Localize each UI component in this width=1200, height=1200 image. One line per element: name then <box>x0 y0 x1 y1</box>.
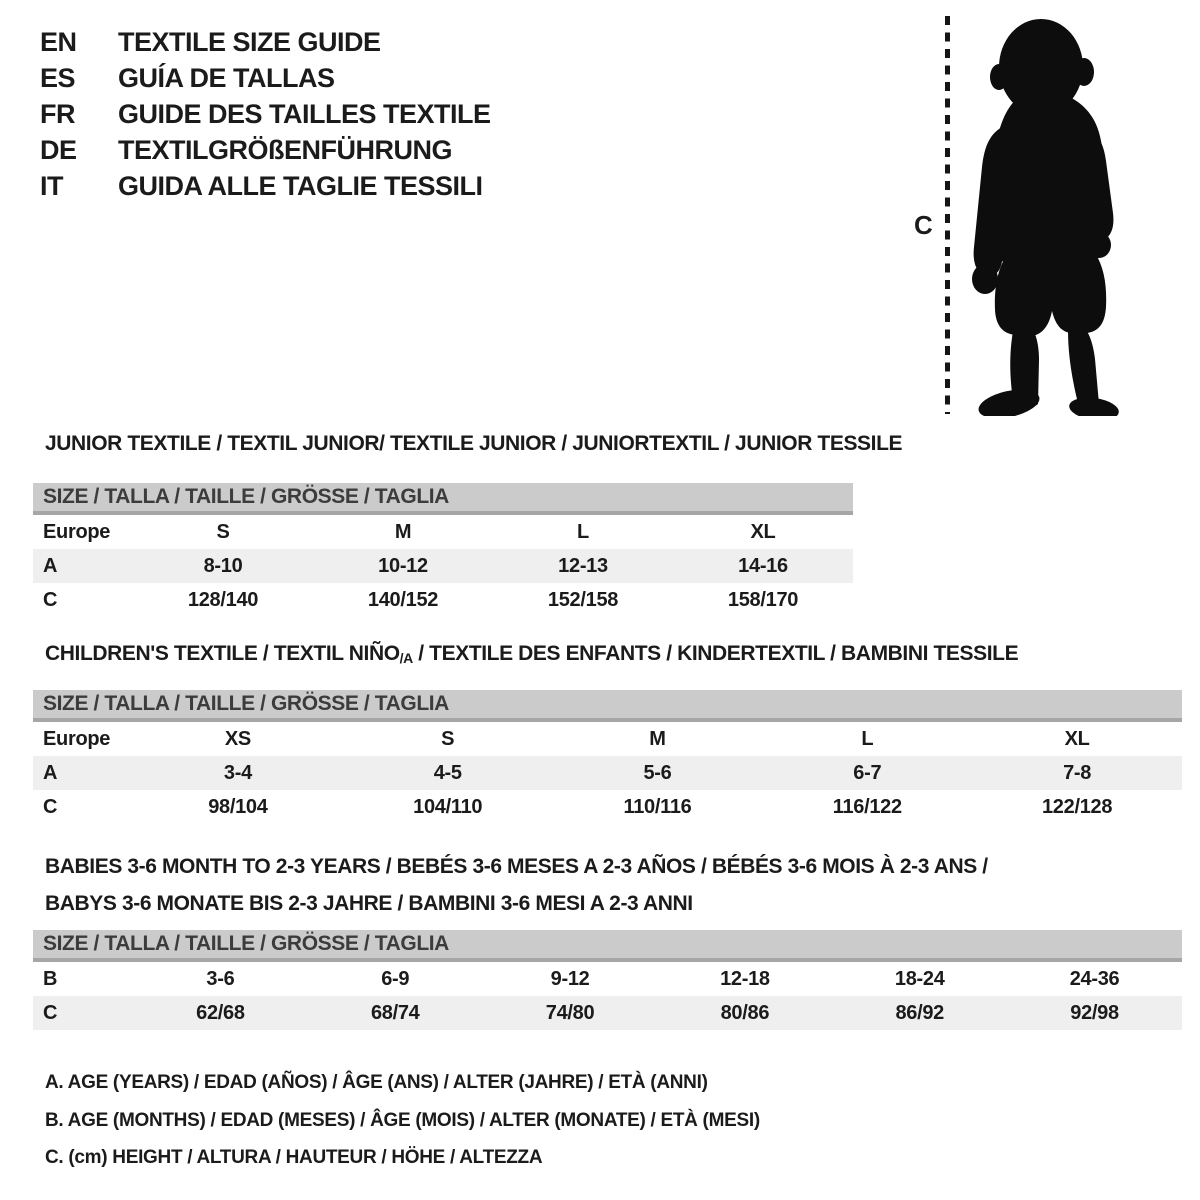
row-label: Europe <box>43 727 111 750</box>
language-row-en <box>40 24 491 60</box>
height-cell: 116/122 <box>832 795 902 818</box>
language-code: DE <box>40 134 77 165</box>
language-title-list <box>40 24 491 204</box>
age-cell: 7-8 <box>1063 761 1092 784</box>
language-row-es <box>40 60 491 96</box>
height-cell: 98/104 <box>208 795 268 818</box>
language-code: EN <box>40 26 77 57</box>
age-cell: 6-7 <box>853 761 882 784</box>
height-cell: 62/68 <box>196 1001 245 1024</box>
babies-section-title <box>45 848 988 922</box>
children-size-header-bar <box>33 690 1182 722</box>
row-label: A <box>43 554 58 577</box>
height-cell: 74/80 <box>545 1001 595 1024</box>
height-cell: 122/128 <box>1041 795 1113 818</box>
table-row <box>33 790 1182 824</box>
table-row <box>33 996 1182 1030</box>
measurement-c-label: C <box>914 210 933 240</box>
size-cell: M <box>649 727 666 750</box>
language-code: IT <box>40 170 63 201</box>
row-label: C <box>43 795 58 818</box>
size-cell: M <box>394 520 412 543</box>
age-cell: 12-13 <box>558 554 608 577</box>
row-label: C <box>43 1001 58 1024</box>
language-code: ES <box>40 62 76 93</box>
row-label: B <box>43 967 58 990</box>
language-row-de <box>40 132 491 168</box>
legend-line-b: B. AGE (MONTHS) / EDAD (MESES) / ÂGE (MOIS) / ALTER (MONATE) / ETÀ (MESI) <box>45 1109 760 1131</box>
age-cell: 24-36 <box>1069 967 1120 990</box>
age-cell: 14-16 <box>738 554 788 577</box>
measurement-legend <box>45 1064 760 1177</box>
age-cell: 8-10 <box>203 554 243 577</box>
size-cell: XL <box>750 520 776 543</box>
table-row <box>33 962 1182 996</box>
junior-size-header-bar <box>33 483 853 515</box>
size-cell: L <box>577 520 589 543</box>
size-cell: S <box>216 520 230 543</box>
babies-title-line1: BABIES 3-6 MONTH TO 2-3 YEARS / BEBÉS 3-6 MESES A 2-3 AÑOS / BÉBÉS 3-6 MOIS À 2-3 ANS / <box>45 855 988 878</box>
height-cell: 104/110 <box>413 795 483 818</box>
legend-line-a: A. AGE (YEARS) / EDAD (AÑOS) / ÂGE (ANS) / ALTER (JAHRE) / ETÀ (ANNI) <box>45 1072 708 1093</box>
table-row <box>33 756 1182 790</box>
row-label: A <box>43 761 58 784</box>
age-cell: 4-5 <box>433 761 462 784</box>
children-title-suffix: / TEXTILE DES ENFANTS / KINDERTEXTIL / BAMBINI TESSILE <box>412 642 1019 665</box>
language-code: FR <box>40 98 75 129</box>
table-row <box>33 515 853 549</box>
language-title: GUÍA DE TALLAS <box>118 62 335 93</box>
age-cell: 5-6 <box>643 761 672 784</box>
children-title-subscript: /A <box>399 650 413 666</box>
age-cell: 9-12 <box>550 967 590 990</box>
age-cell: 18-24 <box>894 967 945 990</box>
toddler-silhouette-icon <box>956 14 1146 416</box>
height-cell: 140/152 <box>367 588 439 611</box>
junior-section-title: JUNIOR TEXTILE / TEXTIL JUNIOR/ TEXTILE JUNIOR / JUNIORTEXTIL / JUNIOR TESSILE <box>45 432 903 455</box>
age-cell: 10-12 <box>378 554 428 577</box>
size-cell: L <box>861 727 874 750</box>
table-row <box>33 583 853 617</box>
height-measure-figure <box>898 12 1158 418</box>
size-cell: XL <box>1064 727 1090 750</box>
height-cell: 80/86 <box>720 1001 770 1024</box>
language-row-it <box>40 168 491 204</box>
babies-title-line2: BABYS 3-6 MONATE BIS 2-3 JAHRE / BAMBINI 3-6 MESI A 2-3 ANNI <box>45 892 693 915</box>
babies-size-table <box>33 930 1182 1030</box>
height-cell: 92/98 <box>1070 1001 1119 1024</box>
age-cell: 3-6 <box>206 967 235 990</box>
table-row <box>33 722 1182 756</box>
size-cell: XS <box>224 727 251 750</box>
size-header-label: SIZE / TALLA / TAILLE / GRÖSSE / TAGLIA <box>43 692 449 715</box>
children-section-title <box>45 642 1018 666</box>
language-title: TEXTILE SIZE GUIDE <box>118 26 381 57</box>
height-cell: 128/140 <box>187 588 259 611</box>
children-size-table <box>33 690 1182 824</box>
junior-size-table <box>33 483 853 617</box>
height-cell: 68/74 <box>370 1001 420 1024</box>
age-cell: 6-9 <box>381 967 410 990</box>
language-title: TEXTILGRÖßENFÜHRUNG <box>118 134 452 165</box>
size-header-label: SIZE / TALLA / TAILLE / GRÖSSE / TAGLIA <box>43 932 449 955</box>
row-label: C <box>43 588 58 611</box>
age-cell: 3-4 <box>223 761 252 784</box>
children-title-prefix: CHILDREN'S TEXTILE / TEXTIL NIÑO <box>45 642 400 665</box>
language-title: GUIDA ALLE TAGLIE TESSILI <box>118 170 483 201</box>
height-cell: 158/170 <box>727 588 799 611</box>
height-cell: 110/116 <box>623 795 692 818</box>
row-label: Europe <box>43 520 111 543</box>
size-header-label: SIZE / TALLA / TAILLE / GRÖSSE / TAGLIA <box>43 485 449 508</box>
babies-size-header-bar <box>33 930 1182 962</box>
legend-line-c: C. (cm) HEIGHT / ALTURA / HAUTEUR / HÖHE / ALTEZZA <box>45 1147 543 1168</box>
height-cell: 86/92 <box>895 1001 944 1024</box>
size-cell: S <box>441 727 455 750</box>
language-row-fr <box>40 96 491 132</box>
language-title: GUIDE DES TAILLES TEXTILE <box>118 98 491 129</box>
height-cell: 152/158 <box>547 588 619 611</box>
table-row <box>33 549 853 583</box>
dashed-height-line <box>944 16 952 414</box>
age-cell: 12-18 <box>720 967 770 990</box>
